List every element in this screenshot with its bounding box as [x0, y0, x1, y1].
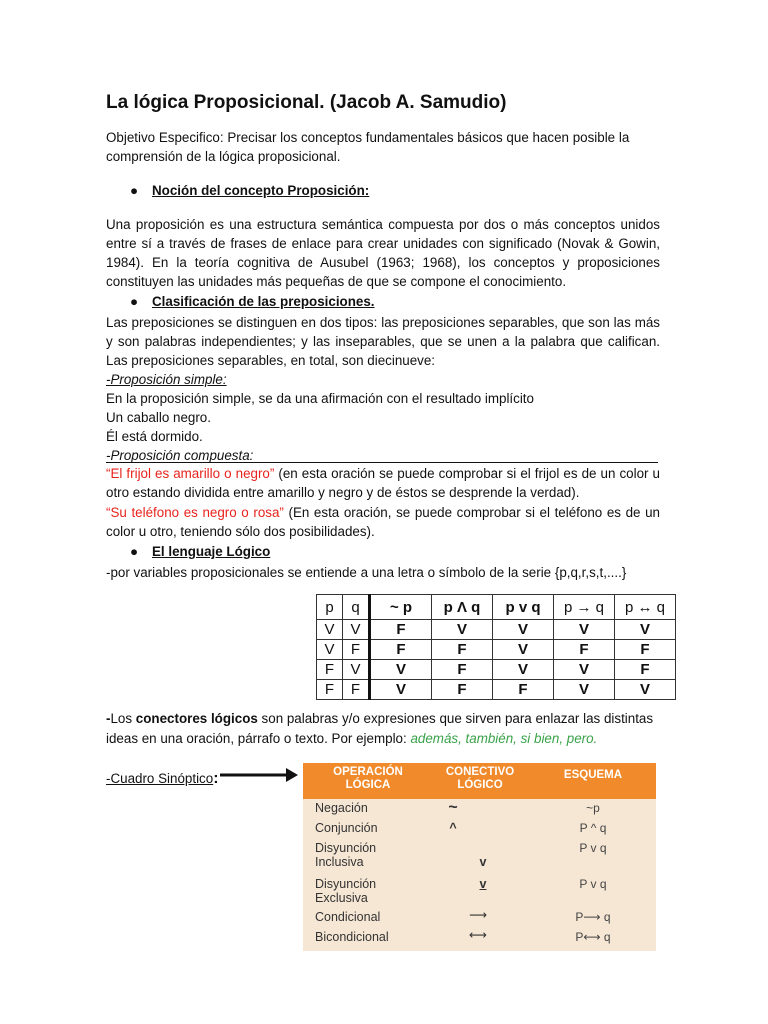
table-cell: F	[370, 620, 432, 640]
table-cell: V	[370, 660, 432, 680]
page-title: La lógica Proposicional. (Jacob A. Samudio)	[106, 92, 507, 113]
header-cell: p ↔ q	[615, 595, 676, 620]
example-1: Un caballo negro.	[106, 410, 211, 425]
heading-lenguaje: El lenguaje Lógico	[152, 544, 271, 559]
lenguaje-text: -por variables proposicionales se entiende a una letra o símbolo de la serie {p,q,r,s,t,....}	[106, 565, 627, 580]
bullet-nocion	[130, 183, 369, 198]
table-cell: V	[554, 680, 615, 700]
cuadro-label	[106, 770, 219, 788]
table-cell: F	[615, 640, 676, 660]
table-cell: F	[554, 640, 615, 660]
conectores-examples: además, también, si bien, pero.	[410, 731, 598, 746]
table-cell: F	[432, 660, 493, 680]
table-cell: V	[343, 620, 370, 640]
sinoptico-op: Disyunción Exclusiva	[315, 877, 377, 905]
sinoptico-esq: P v q	[579, 877, 607, 891]
table-cell: F	[432, 640, 493, 660]
table-cell: V	[615, 680, 676, 700]
table-cell: V	[432, 620, 493, 640]
caret-icon: ^	[449, 821, 457, 835]
bullet-lenguaje	[130, 544, 270, 559]
bullet-dot: ●	[130, 294, 139, 309]
compuesta-example-1	[106, 464, 660, 502]
conectores-bold: conectores lógicos	[135, 711, 258, 726]
sinoptico-op: Negación	[315, 801, 368, 815]
table-cell: F	[370, 640, 432, 660]
arrow-right-icon: ⟶	[469, 908, 487, 922]
example-1-explanation: (en esta oración se puede comprobar si el frijol es de un color u otro estando dividida entre amarillo y negro y de éstos se desprende la verdad).	[106, 466, 660, 500]
cuadro-sinoptico	[303, 763, 656, 951]
conectores-pre: Los	[110, 711, 136, 726]
conectores-dash: -	[106, 711, 111, 726]
example-2-explanation: (En esta oración, se puede comprobar si el teléfono es de un color u otro, teniendo sólo dos posibilidades).	[106, 505, 660, 539]
table-cell: V	[317, 640, 343, 660]
table-row	[317, 660, 676, 680]
tilde-icon: ~	[448, 799, 458, 816]
table-row	[317, 680, 676, 700]
cuadro-label-text: -Cuadro Sinóptico	[106, 771, 214, 786]
truth-table	[316, 594, 676, 700]
sinoptico-esq: P⟷ q	[575, 930, 611, 944]
header-cell: p v q	[493, 595, 554, 620]
disjunction-icon: v	[479, 855, 487, 869]
table-cell: V	[554, 620, 615, 640]
table-cell: V	[343, 660, 370, 680]
objetivo-paragraph: Objetivo Especifico: Precisar los conceptos fundamentales básicos que hacen posible la comprensión de la lógica proposicional.	[106, 130, 630, 164]
table-cell: V	[370, 680, 432, 700]
sinoptico-header-operacion: OPERACIÓN LÓGICA	[333, 766, 403, 791]
header-cell: p	[317, 595, 343, 620]
clasificacion-paragraph: Las preposiciones se distinguen en dos tipos: las preposiciones separables, que son las más y son palabras independientes; y las inseparables, que se unen a la palabra que califican. Las preposiciones separables, en total, son diecinueve:	[106, 315, 660, 368]
conectores-mid: son palabras y/o expresiones que sirven para enlazar las distintas ideas en una oración, párrafo o texto. Por ejemplo:	[106, 711, 654, 746]
table-cell: F	[615, 660, 676, 680]
table-cell: F	[432, 680, 493, 700]
table-cell: V	[493, 640, 554, 660]
arrow-right-icon	[220, 765, 300, 785]
header-cell: p Λ q	[432, 595, 493, 620]
compuesta-label: -Proposición compuesta:	[106, 448, 254, 463]
table-cell: V	[554, 660, 615, 680]
cuadro-colon: :	[213, 770, 219, 787]
sinoptico-op: Conjunción	[315, 821, 378, 835]
red-example-2: “Su teléfono es negro o rosa”	[106, 505, 284, 520]
red-example-1: “El frijol es amarillo o negro”	[106, 466, 275, 481]
table-row	[317, 620, 676, 640]
header-cell: ~ p	[370, 595, 432, 620]
bullet-dot: ●	[130, 183, 139, 198]
example-2: Él está dormido.	[106, 429, 203, 444]
table-cell: F	[343, 680, 370, 700]
nocion-paragraph: Una proposición es una estructura semántica compuesta por dos o más conceptos unidos entre sí a través de frases de enlace para crear unidades con significado (Novak & Gowin, 1984). En la teoría cognitiva de Ausubel (1963; 1968), los conceptos y proposiciones constituyen las unidades más pequeñas de que se compone el conocimiento.	[106, 217, 660, 289]
table-cell: V	[615, 620, 676, 640]
table-cell: V	[493, 620, 554, 640]
sinoptico-esq: P ^ q	[579, 821, 607, 835]
bullet-dot: ●	[130, 544, 139, 559]
header-cell: p → q	[554, 595, 615, 620]
table-cell: F	[343, 640, 370, 660]
heading-clasificacion: Clasificación de las preposiciones.	[152, 294, 375, 309]
sinoptico-op: Disyunción Inclusiva	[315, 841, 377, 869]
sinoptico-header-esquema: ESQUEMA	[563, 769, 623, 781]
sinoptico-esq: P⟶ q	[575, 910, 611, 924]
truth-table-header	[317, 595, 676, 620]
compuesta-example-2	[106, 503, 660, 541]
bullet-clasificacion	[130, 294, 375, 309]
sinoptico-header-conectivo: CONECTIVO LÓGICO	[445, 766, 515, 791]
heading-nocion: Noción del concepto Proposición:	[152, 183, 370, 198]
sinoptico-op: Condicional	[315, 910, 381, 924]
sinoptico-esq: P v q	[579, 841, 607, 855]
divider-line	[106, 462, 658, 463]
sinoptico-op: Bicondicional	[315, 930, 389, 944]
simple-label: -Proposición simple:	[106, 372, 227, 387]
arrow-both-icon: ⟷	[469, 928, 487, 942]
table-cell: F	[493, 680, 554, 700]
conectores-paragraph	[106, 709, 660, 749]
sinoptico-esq: ~p	[586, 801, 600, 815]
table-row	[317, 640, 676, 660]
table-cell: V	[317, 620, 343, 640]
table-cell: F	[317, 680, 343, 700]
exclusive-disjunction-icon: v	[479, 877, 487, 891]
header-cell: q	[343, 595, 370, 620]
simple-text: En la proposición simple, se da una afirmación con el resultado implícito	[106, 391, 534, 406]
table-cell: F	[317, 660, 343, 680]
table-cell: V	[493, 660, 554, 680]
